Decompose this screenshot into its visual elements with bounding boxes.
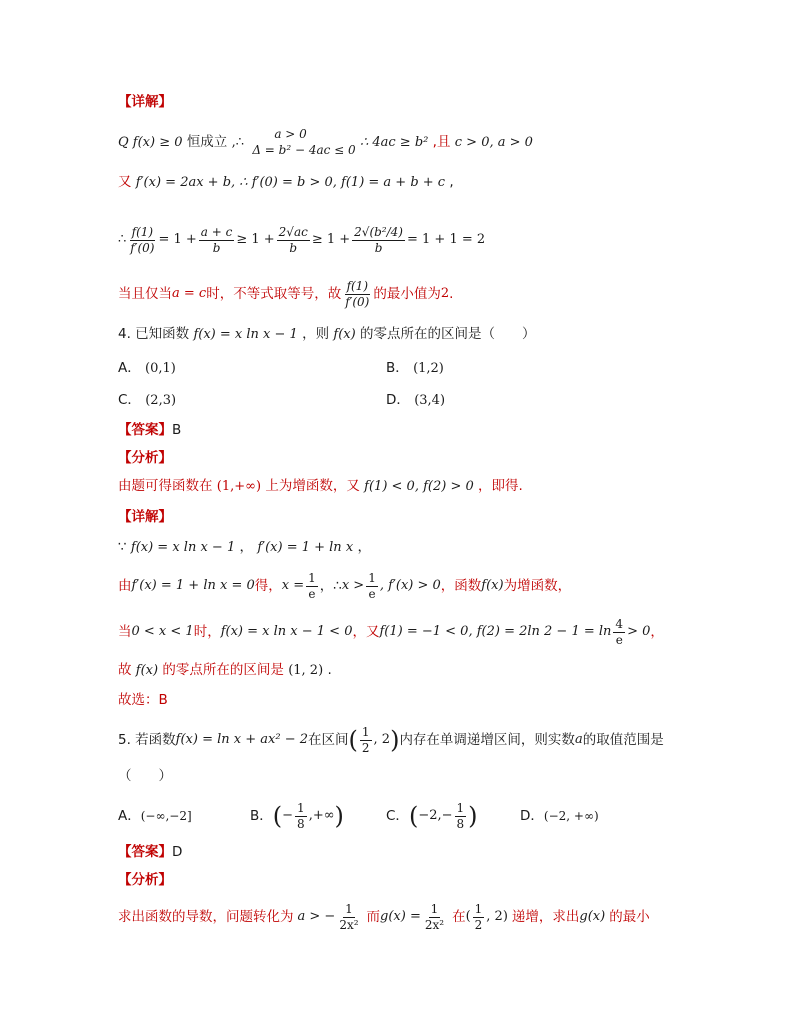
denominator: 2x² xyxy=(339,917,359,932)
q4-conclusion: 故选：B xyxy=(118,692,168,708)
text-span: 在区间 xyxy=(308,732,349,748)
math-expr: f(1) < 0, f(2) > 0 xyxy=(364,479,474,494)
math-expr: c > 0, a > 0 xyxy=(454,135,533,150)
math-expr: a = c xyxy=(172,286,207,301)
option-label: D． xyxy=(386,392,410,408)
q4-option-c[interactable] xyxy=(118,390,176,411)
math-expr: f(x) = x ln x − 1 < 0 xyxy=(220,624,353,639)
math-expr: , 2 xyxy=(373,732,391,747)
q4-option-a[interactable] xyxy=(118,358,176,379)
right-paren: ) xyxy=(468,802,478,830)
answer-heading: 【答案】 xyxy=(118,844,172,860)
text-span: ，则 xyxy=(302,326,330,342)
q4-detail-line-1 xyxy=(118,537,371,558)
numerator: 1 xyxy=(361,724,370,739)
solution-line-2 xyxy=(118,172,454,193)
text-span: 5. 若函数 xyxy=(118,732,176,748)
denominator: e xyxy=(308,586,316,601)
text-span: ， xyxy=(239,539,254,555)
denominator: e xyxy=(368,586,376,601)
therefore-symbol: ∴ xyxy=(118,232,127,247)
math-expr: −2,− xyxy=(418,808,453,823)
text-span: 为增函数， xyxy=(503,578,572,594)
text-span: 4. 已知函数 xyxy=(118,326,190,342)
left-paren: ( xyxy=(348,726,358,754)
text-span: 的最小值为 xyxy=(373,286,441,302)
text-span: ，∴ xyxy=(319,578,342,594)
answer-heading: 【答案】 xyxy=(118,422,172,438)
denominator: 8 xyxy=(456,816,465,831)
numerator: a + c xyxy=(200,224,233,239)
q4-option-d[interactable] xyxy=(386,390,445,411)
numerator: 1 xyxy=(430,901,439,916)
q4-answer xyxy=(118,420,181,440)
text-span: 当且仅当 xyxy=(118,286,172,302)
math-expr: x = xyxy=(281,578,305,593)
text-span: 内存在单调递增区间，则实数 xyxy=(399,732,575,748)
q5-option-d[interactable] xyxy=(520,798,599,834)
math-expr: − xyxy=(282,808,294,823)
q4-detail-line-4 xyxy=(118,660,332,681)
denominator: e xyxy=(615,632,623,647)
fraction xyxy=(423,902,446,933)
numerator: 1 xyxy=(368,570,376,585)
denominator: 2x² xyxy=(424,917,445,932)
right-paren: ) xyxy=(334,802,344,830)
option-value: (0,1) xyxy=(145,361,176,376)
q5-option-b[interactable] xyxy=(250,798,344,834)
question-5-paren: （ ） xyxy=(118,768,172,784)
math-expr: g(x) xyxy=(579,909,606,924)
numerator: 2√ac xyxy=(278,224,308,239)
math-expr: ≥ 1 + xyxy=(311,232,351,247)
text-span: 递增，求出 xyxy=(511,909,580,925)
math-expr: Q f(x) ≥ 0 xyxy=(118,135,183,150)
text-span: 当 xyxy=(118,624,132,640)
option-value: (−2, +∞) xyxy=(543,809,599,823)
text-span: ，函数 xyxy=(440,578,482,594)
math-expr: 0 < x < 1 xyxy=(131,624,194,639)
option-label: A． xyxy=(118,360,141,376)
math-expr: g(x) = xyxy=(380,909,421,924)
math-expr: f′(x) = 1 + ln x xyxy=(257,540,354,555)
denominator: b xyxy=(212,240,221,255)
text-span: 求出函数的导数，问题转化为 xyxy=(118,909,294,925)
math-expr: , f′(x) > 0 xyxy=(379,578,441,593)
q4-analysis-heading: 【分析】 xyxy=(118,450,172,466)
fraction xyxy=(352,225,405,256)
fraction xyxy=(473,902,485,933)
q4-option-b[interactable] xyxy=(386,358,444,379)
math-expr: ,+∞ xyxy=(308,808,335,823)
math-expr: a xyxy=(574,732,583,747)
denominator: 2 xyxy=(361,740,370,755)
answer-value: B xyxy=(172,422,182,438)
fraction xyxy=(613,617,625,648)
right-paren: ) xyxy=(390,726,400,754)
numerator: 1 xyxy=(345,901,353,916)
option-value: (−∞,−2] xyxy=(140,809,192,823)
detail-heading: 【详解】 xyxy=(118,94,172,110)
option-label: D． xyxy=(520,808,544,824)
math-expr: f′(x) = 1 + ln x = 0 xyxy=(131,578,255,593)
text-span: 又 xyxy=(118,174,132,190)
math-expr: f(1) = −1 < 0, f(2) = 2ln 2 − 1 = ln xyxy=(379,624,612,639)
text-span: ,且 xyxy=(432,134,451,150)
text-span: 的最小 xyxy=(609,909,650,925)
text-span: 在 xyxy=(452,909,466,925)
text-span: 的零点所在的区间是 xyxy=(162,662,284,678)
math-expr: ( xyxy=(465,909,471,924)
numerator: f(1) xyxy=(346,278,369,293)
math-expr: f(x) = x ln x − 1 xyxy=(193,327,298,342)
because-symbol: ∵ xyxy=(118,539,127,555)
math-expr: f(x) xyxy=(481,578,504,593)
option-value: (3,4) xyxy=(414,393,446,408)
option-label: C． xyxy=(386,808,409,824)
denominator: 2 xyxy=(474,917,483,932)
numerator: f(1) xyxy=(131,224,154,239)
text-span: ，即得. xyxy=(478,478,523,494)
option-value: (2,3) xyxy=(145,393,177,408)
text-span: 由题可得函数在 xyxy=(118,478,213,494)
option-label: A． xyxy=(118,808,141,824)
numerator: 1 xyxy=(474,901,483,916)
q4-detail-heading: 【详解】 xyxy=(118,509,172,525)
question-5-stem xyxy=(118,720,664,760)
math-expr: (1,+∞) xyxy=(216,479,262,494)
fraction xyxy=(337,902,360,933)
text-span: ， xyxy=(357,539,371,555)
inequality-system xyxy=(252,126,355,158)
option-label: B． xyxy=(386,360,409,376)
fraction xyxy=(455,801,467,832)
math-expr: ≥ 1 + xyxy=(236,232,275,247)
text-span: . xyxy=(327,662,332,678)
fraction xyxy=(343,279,371,310)
text-span: 时，不等式取等号，故 xyxy=(206,286,342,302)
option-label: B． xyxy=(250,808,273,824)
numerator: 1 xyxy=(456,800,465,815)
text-span: 由 xyxy=(118,578,132,594)
text-span: 时， xyxy=(193,624,221,640)
text-span: 的取值范围是 xyxy=(582,732,664,748)
math-expr: f(x) = ln x + ax² − 2 xyxy=(175,732,308,747)
q5-option-c[interactable] xyxy=(386,798,478,834)
fraction xyxy=(295,801,307,832)
math-expr: 2 xyxy=(440,286,450,301)
system-top: a > 0 xyxy=(274,127,307,141)
denominator: f′(0) xyxy=(130,240,155,255)
text-span: 的零点所在的区间是（ ） xyxy=(360,326,536,342)
fraction xyxy=(366,571,378,602)
math-expr: ∴ 4ac ≥ b² xyxy=(359,135,429,150)
fraction xyxy=(128,225,156,256)
option-label: C． xyxy=(118,392,141,408)
q4-detail-line-3 xyxy=(118,614,664,650)
solution-line-4 xyxy=(118,274,453,314)
math-expr: > 0 xyxy=(627,624,651,639)
q4-analysis xyxy=(118,476,523,497)
text-span: 得， xyxy=(254,578,282,594)
q5-answer xyxy=(118,842,182,862)
math-expr: = 1 + xyxy=(158,232,197,247)
text-span: , xyxy=(449,174,454,190)
q5-analysis xyxy=(118,898,650,936)
q5-analysis-heading: 【分析】 xyxy=(118,872,172,888)
left-paren: ( xyxy=(272,802,283,830)
math-expr: a > − xyxy=(297,909,336,924)
denominator: 8 xyxy=(297,816,305,831)
fraction xyxy=(277,225,310,256)
math-expr: f′(x) = 2ax + b, ∴ f′(0) = b > 0, f(1) = a + b + c xyxy=(135,175,446,190)
text-span: ,∴ xyxy=(231,135,245,150)
denominator: b xyxy=(289,240,298,255)
math-expr: f(x) = x ln x − 1 xyxy=(130,540,236,555)
fraction xyxy=(306,571,318,602)
q4-detail-line-2 xyxy=(118,568,571,604)
numerator: 1 xyxy=(308,570,316,585)
math-expr: = 1 + 1 = 2 xyxy=(406,232,486,247)
solution-line-3 xyxy=(118,218,485,262)
text-span: ，又 xyxy=(352,624,380,640)
text-span: 而 xyxy=(366,909,381,925)
math-expr: , 2) xyxy=(486,909,508,924)
answer-value: D xyxy=(172,844,183,860)
math-expr: x > xyxy=(341,578,365,593)
numerator: 1 xyxy=(297,800,305,815)
text-span: 上为增函数，又 xyxy=(265,478,360,494)
solution-line-1 xyxy=(118,126,533,160)
text-span: . xyxy=(449,286,454,302)
math-expr: f(x) xyxy=(333,327,356,342)
text-span: ， xyxy=(650,624,664,640)
numerator: 2√(b²/4) xyxy=(354,224,403,239)
denominator: f′(0) xyxy=(345,294,370,309)
fraction xyxy=(199,225,235,256)
q5-option-a[interactable] xyxy=(118,798,192,834)
denominator: b xyxy=(374,240,383,255)
numerator: 4 xyxy=(615,616,624,631)
text-span: 故 xyxy=(118,662,132,678)
math-expr: f(x) xyxy=(135,663,159,678)
text-span: 恒成立 xyxy=(186,134,228,150)
math-expr: (1, 2) xyxy=(288,663,324,678)
question-4-stem xyxy=(118,324,536,345)
fraction xyxy=(360,725,372,756)
option-value: (1,2) xyxy=(413,361,444,376)
system-bottom: Δ = b² − 4ac ≤ 0 xyxy=(252,143,356,157)
left-paren: ( xyxy=(408,802,419,830)
